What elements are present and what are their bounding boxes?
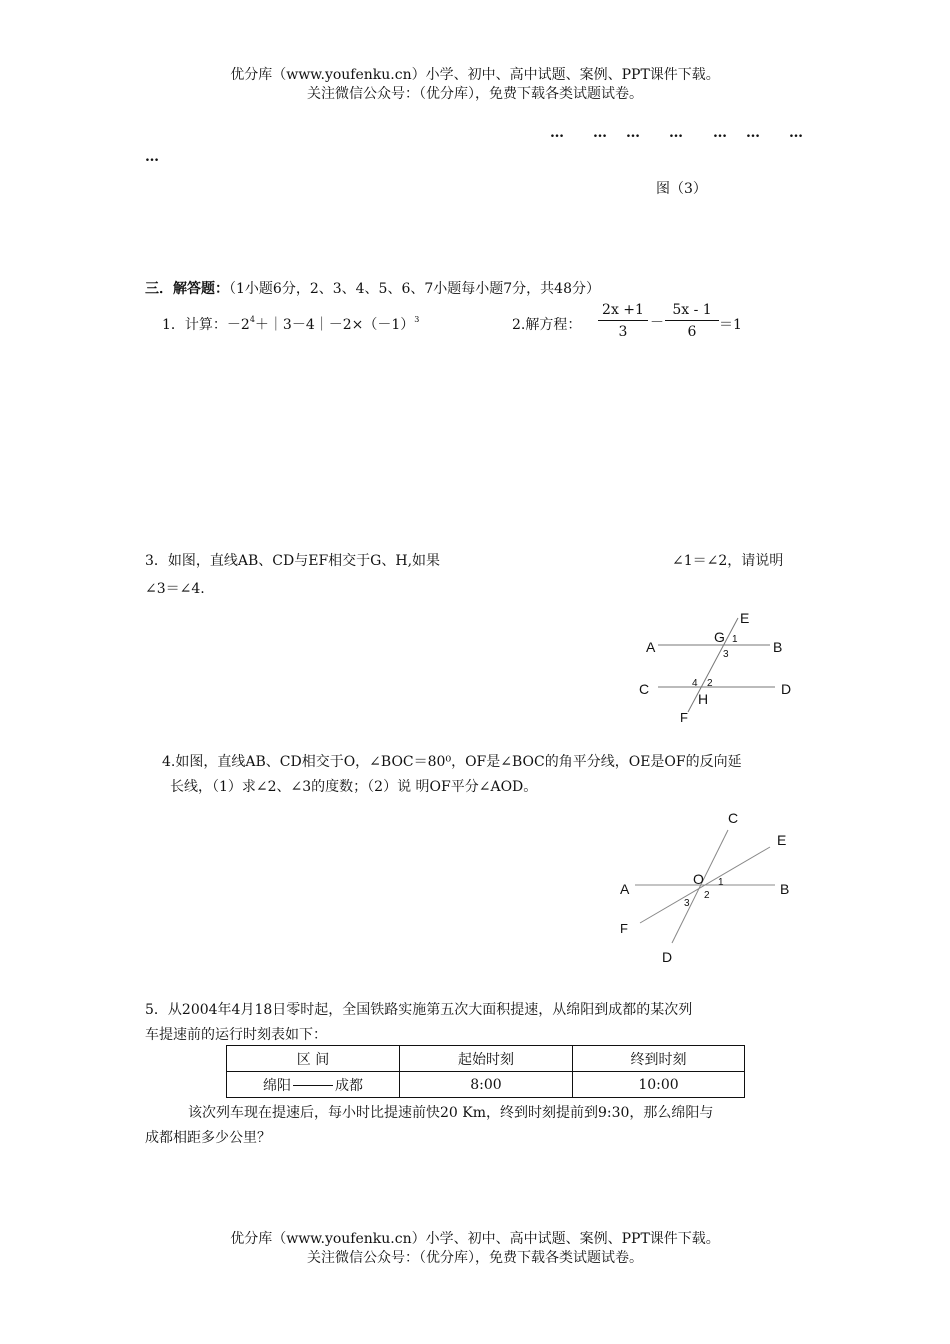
- q4-figure: [610, 805, 810, 970]
- label-a: A: [646, 639, 656, 655]
- q4-line1: 4.如图，直线AB、CD相交于O，∠BOC＝80⁰，OF是∠BOC的角平分线，OE是OF的反向延: [162, 754, 742, 770]
- figure3-caption: 图（3）: [656, 181, 707, 197]
- label-d: D: [662, 949, 673, 965]
- table-row: [227, 1072, 745, 1098]
- table-header-cell: 区 间: [227, 1046, 400, 1072]
- q3-line1-right: ∠1＝∠2，请说明: [672, 553, 784, 569]
- ellipsis: …: [669, 125, 683, 141]
- q3-figure: [620, 600, 820, 730]
- ellipsis: …: [550, 125, 564, 141]
- label-o: O: [693, 871, 704, 887]
- q2-fraction-1: [598, 302, 648, 340]
- page-footer-line2: 关注微信公众号：（优分库），免费下载各类试题试卷。: [307, 1250, 643, 1266]
- q2-fraction-2-numerator: 5x - 1: [665, 302, 719, 321]
- angle-2-label: 2: [704, 890, 710, 901]
- label-a: A: [620, 881, 630, 897]
- q2-fraction-1-denominator: 3: [618, 324, 628, 340]
- route-to: 成都: [335, 1077, 363, 1094]
- label-f: F: [620, 921, 628, 936]
- q1-prefix: 1．计算：－2: [162, 317, 250, 333]
- q1-exponent-2: 3: [414, 315, 420, 324]
- label-e: E: [740, 610, 750, 626]
- label-b: B: [780, 881, 790, 897]
- q5-line2: 车提速前的运行时刻表如下：: [145, 1027, 327, 1043]
- start-time-cell: 8:00: [400, 1072, 573, 1098]
- ellipsis: …: [713, 125, 727, 141]
- page-header-line1: 优分库（www.youfenku.cn）小学、初中、高中试题、案例、PPT课件下载。: [230, 67, 720, 83]
- q2-fraction-2-denominator: 6: [687, 324, 697, 340]
- q3-line2: ∠3＝∠4.: [145, 581, 205, 597]
- angle-3-label: 3: [684, 898, 690, 909]
- q3-line1-left: 3．如图，直线AB、CD与EF相交于G、H,如果: [145, 553, 441, 569]
- section3-heading: [145, 278, 600, 298]
- q5-line4: 成都相距多少公里？: [145, 1130, 271, 1146]
- line-ef: [688, 618, 738, 712]
- angle-2-label: 2: [707, 678, 713, 689]
- ellipsis: …: [746, 125, 760, 141]
- angle-1-label: 1: [718, 877, 724, 888]
- route-from: 绵阳: [263, 1077, 291, 1094]
- section3-title: 三．解答题：: [145, 281, 229, 297]
- q4-line2: 长线，（1）求∠2、∠3的度数；（2）说 明OF平分∠AOD。: [170, 779, 538, 795]
- label-e: E: [777, 832, 787, 848]
- angle-3-label: 3: [723, 649, 729, 660]
- section3-points: （1小题6分，2、3、4、5、6、7小题每小题7分，共48分）: [229, 281, 600, 297]
- page-footer-line1: 优分库（www.youfenku.cn）小学、初中、高中试题、案例、PPT课件下载。: [230, 1231, 720, 1247]
- end-time-cell: 10:00: [573, 1072, 745, 1098]
- label-d: D: [781, 681, 792, 697]
- ellipsis: …: [145, 149, 159, 165]
- q2-minus: －: [650, 315, 664, 331]
- q2-fraction-1-numerator: 2x +1: [598, 302, 648, 321]
- angle-1-label: 1: [732, 634, 738, 645]
- label-c: C: [639, 681, 650, 697]
- q2-fraction-2: [665, 302, 719, 340]
- label-c: C: [728, 810, 739, 826]
- label-b: B: [773, 639, 783, 655]
- label-f: F: [680, 710, 688, 725]
- q5-line3: 该次列车现在提速后，每小时比提速前快20 Km，终到时刻提前到9:30，那么绵阳与: [188, 1105, 714, 1121]
- label-h: H: [698, 691, 709, 707]
- label-g: G: [714, 629, 725, 645]
- q2-prefix: 2.解方程：: [512, 317, 582, 333]
- table-header-row: [227, 1046, 745, 1072]
- page-header-line2: 关注微信公众号：（优分库），免费下载各类试题试卷。: [307, 86, 643, 102]
- q2-equals: ＝1: [719, 317, 742, 333]
- question-1: [162, 314, 419, 334]
- q1-expression: ＋｜3－4｜－2×（－1）: [254, 317, 415, 333]
- table-header-cell: 起始时刻: [400, 1046, 573, 1072]
- q5-line1: 5．从2004年4月18日零时起，全国铁路实施第五次大面积提速，从绵阳到成都的某次列: [145, 1002, 693, 1018]
- timetable: [226, 1045, 745, 1098]
- ellipsis: …: [789, 125, 803, 141]
- angle-4-label: 4: [692, 678, 698, 689]
- route-connector-line: [293, 1085, 333, 1086]
- table-header-cell: 终到时刻: [573, 1046, 745, 1072]
- ellipsis: …: [626, 125, 640, 141]
- route-cell: [227, 1072, 400, 1098]
- ellipsis: …: [593, 125, 607, 141]
- q1-exponent-1: 4: [249, 315, 255, 324]
